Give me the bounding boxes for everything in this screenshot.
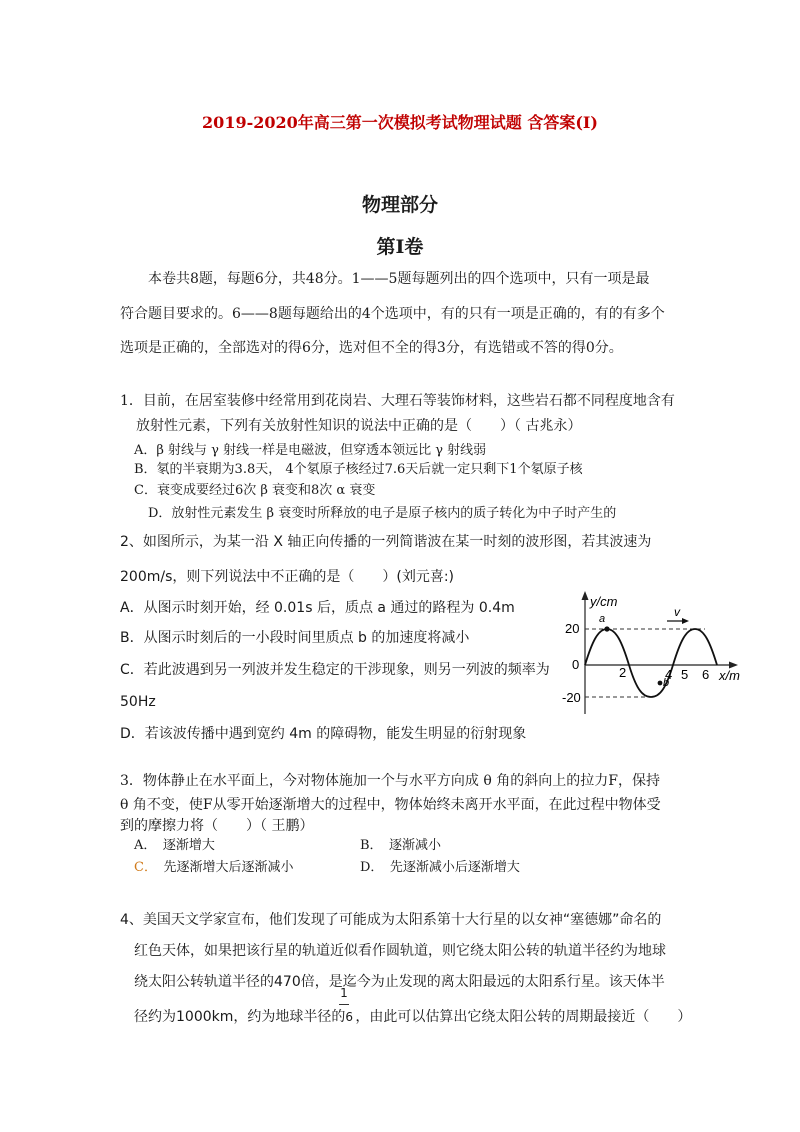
intro-line-2: 符合题目要求的。6——8题每题给出的4个选项中，有的只有一项是正确的，有的有多个 [120, 306, 665, 322]
q3-stem-line-3: 到的摩擦力将（ ）（ 王鹏） [120, 818, 314, 834]
point-b [658, 681, 663, 686]
q1-option-a: A．β 射线与 γ 射线一样是电磁波，但穿透本领远比 γ 射线弱 [134, 443, 487, 458]
q1-stem-line-2: 放射性元素，下列有关放射性知识的说法中正确的是（ ）（ 古兆永） [136, 418, 582, 434]
y-tick-0: 0 [572, 657, 580, 672]
y-tick-20: 20 [565, 621, 580, 636]
q4-stem-line-2: 红色天体，如果把该行星的轨道近似看作圆轨道，则它绕太阳公转的轨道半径约为地球 [134, 943, 666, 959]
q4-stem-line-4 [134, 1006, 691, 1028]
intro-line-1: 本卷共8题，每题6分，共48分。1——5题每题列出的四个选项中，只有一项是最 [148, 271, 650, 287]
q3-option-b: B． 逐渐减小 [360, 838, 442, 853]
q2-option-c: C．若此波遇到另一列波并发生稳定的干涉现象，则另一列波的频率为 [120, 662, 550, 678]
q3-option-c-letter: C． [134, 860, 151, 875]
q4-stem-line-4-after: ，由此可以估算出它绕太阳公转的周期最接近（ ） [355, 1009, 692, 1025]
fraction-denominator: 6 [345, 1010, 354, 1024]
point-a [604, 626, 609, 631]
point-b-label: b [663, 677, 670, 689]
x-tick-6: 6 [702, 667, 710, 682]
x-axis-label: x/m [719, 668, 740, 683]
section-title: 物理部分 [361, 194, 438, 216]
wave-figure [555, 588, 755, 723]
q1-option-c: C．衰变成要经过6次 β 衰变和8次 α 衰变 [134, 483, 376, 498]
x-tick-5: 5 [681, 667, 689, 682]
fraction-bar [339, 1004, 349, 1005]
y-axis-label: y/cm [590, 594, 618, 609]
q2-stem-line-2: 200m/s，则下列说法中不正确的是（ ）(刘元喜:) [120, 569, 455, 585]
q1-option-d: D．放射性元素发生 β 衰变时所释放的电子是原子核内的质子转化为中子时产生的 [148, 506, 617, 521]
q3-option-c-text: 先逐渐增大后逐渐减小 [150, 860, 294, 875]
q1-stem-line-1: 1．目前，在居室装修中经常用到花岗岩、大理石等装饰材料，这些岩石都不同程度地含有 [120, 393, 675, 409]
wave-curve [585, 629, 717, 697]
q3-stem-line-2: θ 角不变，使F从零开始逐渐增大的过程中，物体始终未离开水平面，在此过程中物体受 [120, 797, 661, 813]
q4-stem-line-1: 4、美国天文学家宣布，他们发现了可能成为太阳系第十大行星的以女神“塞德娜”命名的 [120, 912, 662, 928]
volume-title: 第Ⅰ卷 [376, 236, 424, 258]
q2-option-d: D．若该波传播中遇到宽约 4m 的障碍物，能发生明显的衍射现象 [120, 726, 527, 742]
q2-stem-line-1: 2、如图所示，为某一沿 X 轴正向传播的一列简谐波在某一时刻的波形图，若其波速为 [120, 534, 652, 550]
q2-option-a: A．从图示时刻开始，经 0.01s 后，质点 a 通过的路程为 0.4m [120, 600, 515, 616]
q2-option-b: B．从图示时刻后的一小段时间里质点 b 的加速度将减小 [120, 630, 470, 646]
intro-line-3: 选项是正确的，全部选对的得6分，选对但不全的得3分，有选错或不答的得0分。 [120, 340, 623, 356]
q4-stem-line-3: 绕太阳公转轨道半径的470倍，是迄今为止发现的离太阳最远的太阳系行星。该天体半 [134, 974, 665, 990]
y-tick-neg20: -20 [562, 690, 581, 705]
q2-option-c-cont: 50Hz [120, 694, 156, 710]
q1-option-b: B．氡的半衰期为3.8天， 4个氡原子核经过7.6天后就一定只剩下1个氡原子核 [134, 462, 583, 477]
q3-option-c [134, 857, 293, 879]
q3-stem-line-1: 3．物体静止在水平面上，今对物体施加一个与水平方向成 θ 角的斜向上的拉力F，保持 [120, 773, 660, 789]
velocity-arrowhead [682, 618, 689, 624]
q3-option-a: A． 逐渐增大 [134, 838, 215, 853]
point-a-label: a [599, 613, 606, 625]
q4-stem-line-4-before: 径约为1000km，约为地球半径的 [134, 1009, 346, 1025]
y-axis-arrow [582, 591, 589, 600]
document-title: 2019-2020年高三第一次模拟考试物理试题 含答案(I) [202, 113, 598, 132]
velocity-label: v [674, 605, 680, 619]
fraction-numerator: 1 [340, 986, 348, 1000]
x-tick-2: 2 [619, 665, 627, 680]
x-tick-4: 4 [665, 667, 673, 682]
q3-option-d: D． 先逐渐减小后逐渐增大 [360, 860, 520, 875]
